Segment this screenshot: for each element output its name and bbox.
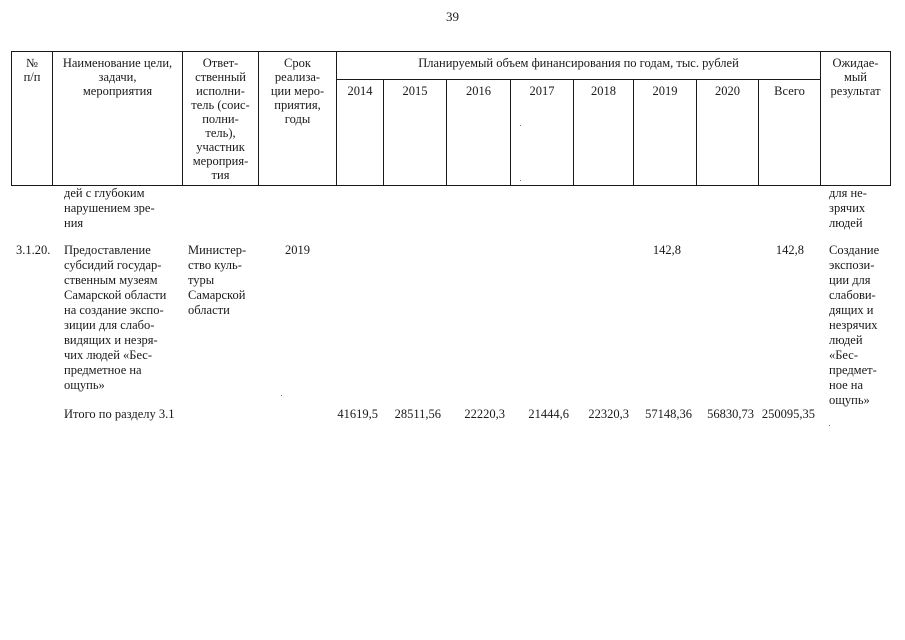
header-num: № п/п (23, 56, 41, 84)
row-responsible: Министер- ство куль- туры Самарской области (188, 243, 247, 317)
row-number: 3.1.20. (16, 243, 51, 257)
header-year-2014: 2014 (347, 84, 373, 98)
continuation-result: для не- зрячих людей (829, 186, 867, 230)
totals-2018: 22320,3 (588, 407, 629, 421)
continuation-name: дей с глубоким нарушением зре- ния (64, 186, 155, 230)
header-year-2016: 2016 (466, 84, 491, 98)
row-value-2019: 142,8 (652, 243, 681, 257)
header-year-2018: 2018 (591, 84, 616, 98)
header-result: Ожидае- мый результат (830, 56, 881, 98)
header-total: Всего (774, 84, 805, 98)
totals-all: 250095,35 (761, 407, 815, 421)
header-year-2019: 2019 (652, 84, 678, 98)
row-name: Предоставление субсидий государ- ственным музеям Самарской области на создание экспо- зиции для слабо- видящих и незря- чих людей «Бес- предметное на ощупь» (64, 243, 167, 392)
totals-2015: 28511,56 (394, 407, 441, 421)
header-year-2017: 2017 (529, 84, 555, 98)
row-value-total: 142,8 (775, 243, 804, 257)
header-year-2015: 2015 (402, 84, 428, 98)
totals-2020: 56830,73 (707, 407, 754, 421)
totals-label: Итого по разделу 3.1 (64, 407, 175, 421)
header-funding-title: Планируемый объем финансирования по годам, тыс. рублей (418, 56, 739, 70)
totals-2016: 22220,3 (464, 407, 505, 421)
header-responsible: Ответ- ственный исполни- тель (соис- полни- тель), участник мероприя- тия (191, 56, 250, 182)
row-result: Создание экспози- ции для слабови- дящих и незрячих людей «Бес- предмет- ное на ощупь» (829, 243, 880, 407)
totals-2017: 21444,6 (528, 407, 569, 421)
header-name: Наименование цели, задачи, мероприятия (62, 56, 173, 98)
header-term: Срок реализа- ции меро- приятия, годы (270, 56, 325, 126)
totals-2014: 41619,5 (337, 407, 378, 421)
page-number: 39 (446, 9, 459, 24)
row-term: 2019 (285, 243, 310, 257)
header-year-2020: 2020 (715, 84, 740, 98)
totals-2019: 57148,36 (645, 407, 692, 421)
